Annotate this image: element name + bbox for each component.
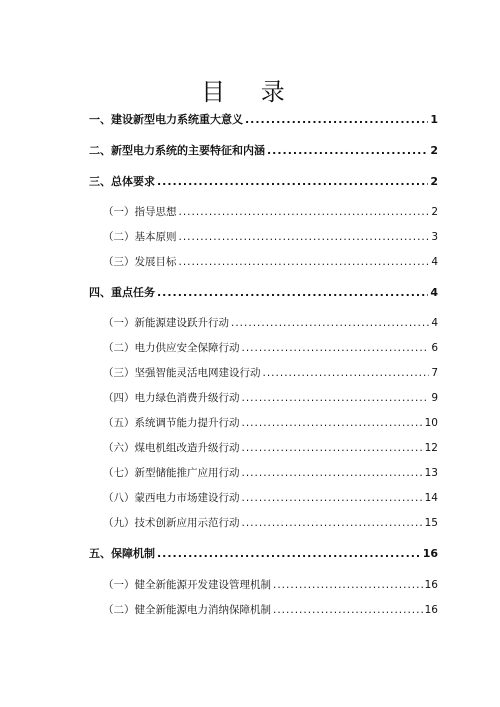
page-title: 目 录 [201,78,299,106]
toc-entry-page: 4 [431,256,438,268]
toc-entry-page: 4 [430,286,438,299]
toc-entry-label: （五）系统调节能力提升行动 [103,417,240,429]
toc-entry-page: 4 [431,317,438,329]
toc-entry-section-4-2[interactable] [103,339,438,357]
toc-leader-dots [242,339,430,357]
toc-entry-label: （九）技术创新应用示范行动 [103,517,240,529]
toc-entry-section-5-2[interactable] [103,601,438,619]
toc-entry-label: （四）电力绿色消费升级行动 [103,392,240,404]
toc-entry-page: 9 [431,392,438,404]
toc-leader-dots [231,314,429,332]
toc-entry-label: 三、总体要求 [89,175,155,188]
toc-entry-label: （七）新型储能推广应用行动 [103,467,240,479]
toc-entry-section-4-9[interactable] [103,514,438,532]
toc-leader-dots [157,173,428,191]
toc-entry-section-4-6[interactable] [103,439,438,457]
toc-entry-label: 五、保障机制 [89,547,155,560]
toc-entry-label: 二、新型电力系统的主要特征和内涵 [89,144,265,157]
toc-leader-dots [245,111,428,129]
toc-entry-page: 14 [424,492,438,504]
toc-entry-label: （三）发展目标 [103,256,177,268]
toc-entry-section-3-1[interactable] [103,203,438,221]
toc-entry-page: 3 [431,231,438,243]
toc-entry-label: （六）煤电机组改造升级行动 [103,442,240,454]
toc-entry-section-4-5[interactable] [103,414,438,432]
toc-entry-section-5[interactable] [89,545,438,563]
toc-leader-dots [179,203,430,221]
toc-leader-dots [157,545,421,563]
toc-entry-section-3-2[interactable] [103,228,438,246]
toc-leader-dots [242,464,423,482]
toc-leader-dots [267,142,428,160]
toc-leader-dots [263,364,430,382]
toc-entry-page: 16 [424,579,438,591]
toc-entry-section-4-8[interactable] [103,489,438,507]
toc-entry-label: （二）电力供应安全保障行动 [103,342,240,354]
toc-entry-label: 一、建设新型电力系统重大意义 [89,113,243,126]
toc-entry-label: （一）健全新能源开发建设管理机制 [103,579,271,591]
toc-entry-page: 7 [431,367,438,379]
toc-leader-dots [242,414,423,432]
toc-entry-page: 2 [430,144,438,157]
toc-entry-section-3-3[interactable] [103,253,438,271]
toc-entry-label: 四、重点任务 [89,286,155,299]
toc-leader-dots [273,576,423,594]
toc-entry-label: （三）坚强智能灵活电网建设行动 [103,367,261,379]
toc-entry-page: 2 [430,175,438,188]
toc-leader-dots [242,489,423,507]
toc-entry-section-4-3[interactable] [103,364,438,382]
toc-entry-section-1[interactable] [89,111,438,129]
toc-entry-label: （一）新能源建设跃升行动 [103,317,229,329]
toc-entry-label: （八）蒙西电力市场建设行动 [103,492,240,504]
toc-entry-page: 13 [424,467,438,479]
toc-entry-page: 12 [424,442,438,454]
toc-leader-dots [242,389,430,407]
toc-entry-page: 16 [422,547,438,560]
toc-entry-page: 15 [424,517,438,529]
toc-entry-section-2[interactable] [89,142,438,160]
toc-entry-section-5-1[interactable] [103,576,438,594]
toc-entry-page: 2 [431,206,438,218]
toc-entry-section-4-7[interactable] [103,464,438,482]
toc-entry-page: 16 [424,604,438,616]
toc-entry-page: 1 [430,113,438,126]
toc-leader-dots [242,514,423,532]
toc-entry-page: 10 [424,417,438,429]
toc-entry-section-3[interactable] [89,173,438,191]
toc-entry-section-4-4[interactable] [103,389,438,407]
toc-entry-label: （二）健全新能源电力消纳保障机制 [103,604,271,616]
toc-leader-dots [242,439,423,457]
toc-entry-label: （二）基本原则 [103,231,177,243]
toc-entry-section-4-1[interactable] [103,314,438,332]
toc-leader-dots [179,253,430,271]
toc-entry-label: （一）指导思想 [103,206,177,218]
toc-entry-page: 6 [431,342,438,354]
toc-leader-dots [273,601,423,619]
toc-entry-section-4[interactable] [89,284,438,302]
toc-leader-dots [157,284,428,302]
toc-leader-dots [179,228,430,246]
